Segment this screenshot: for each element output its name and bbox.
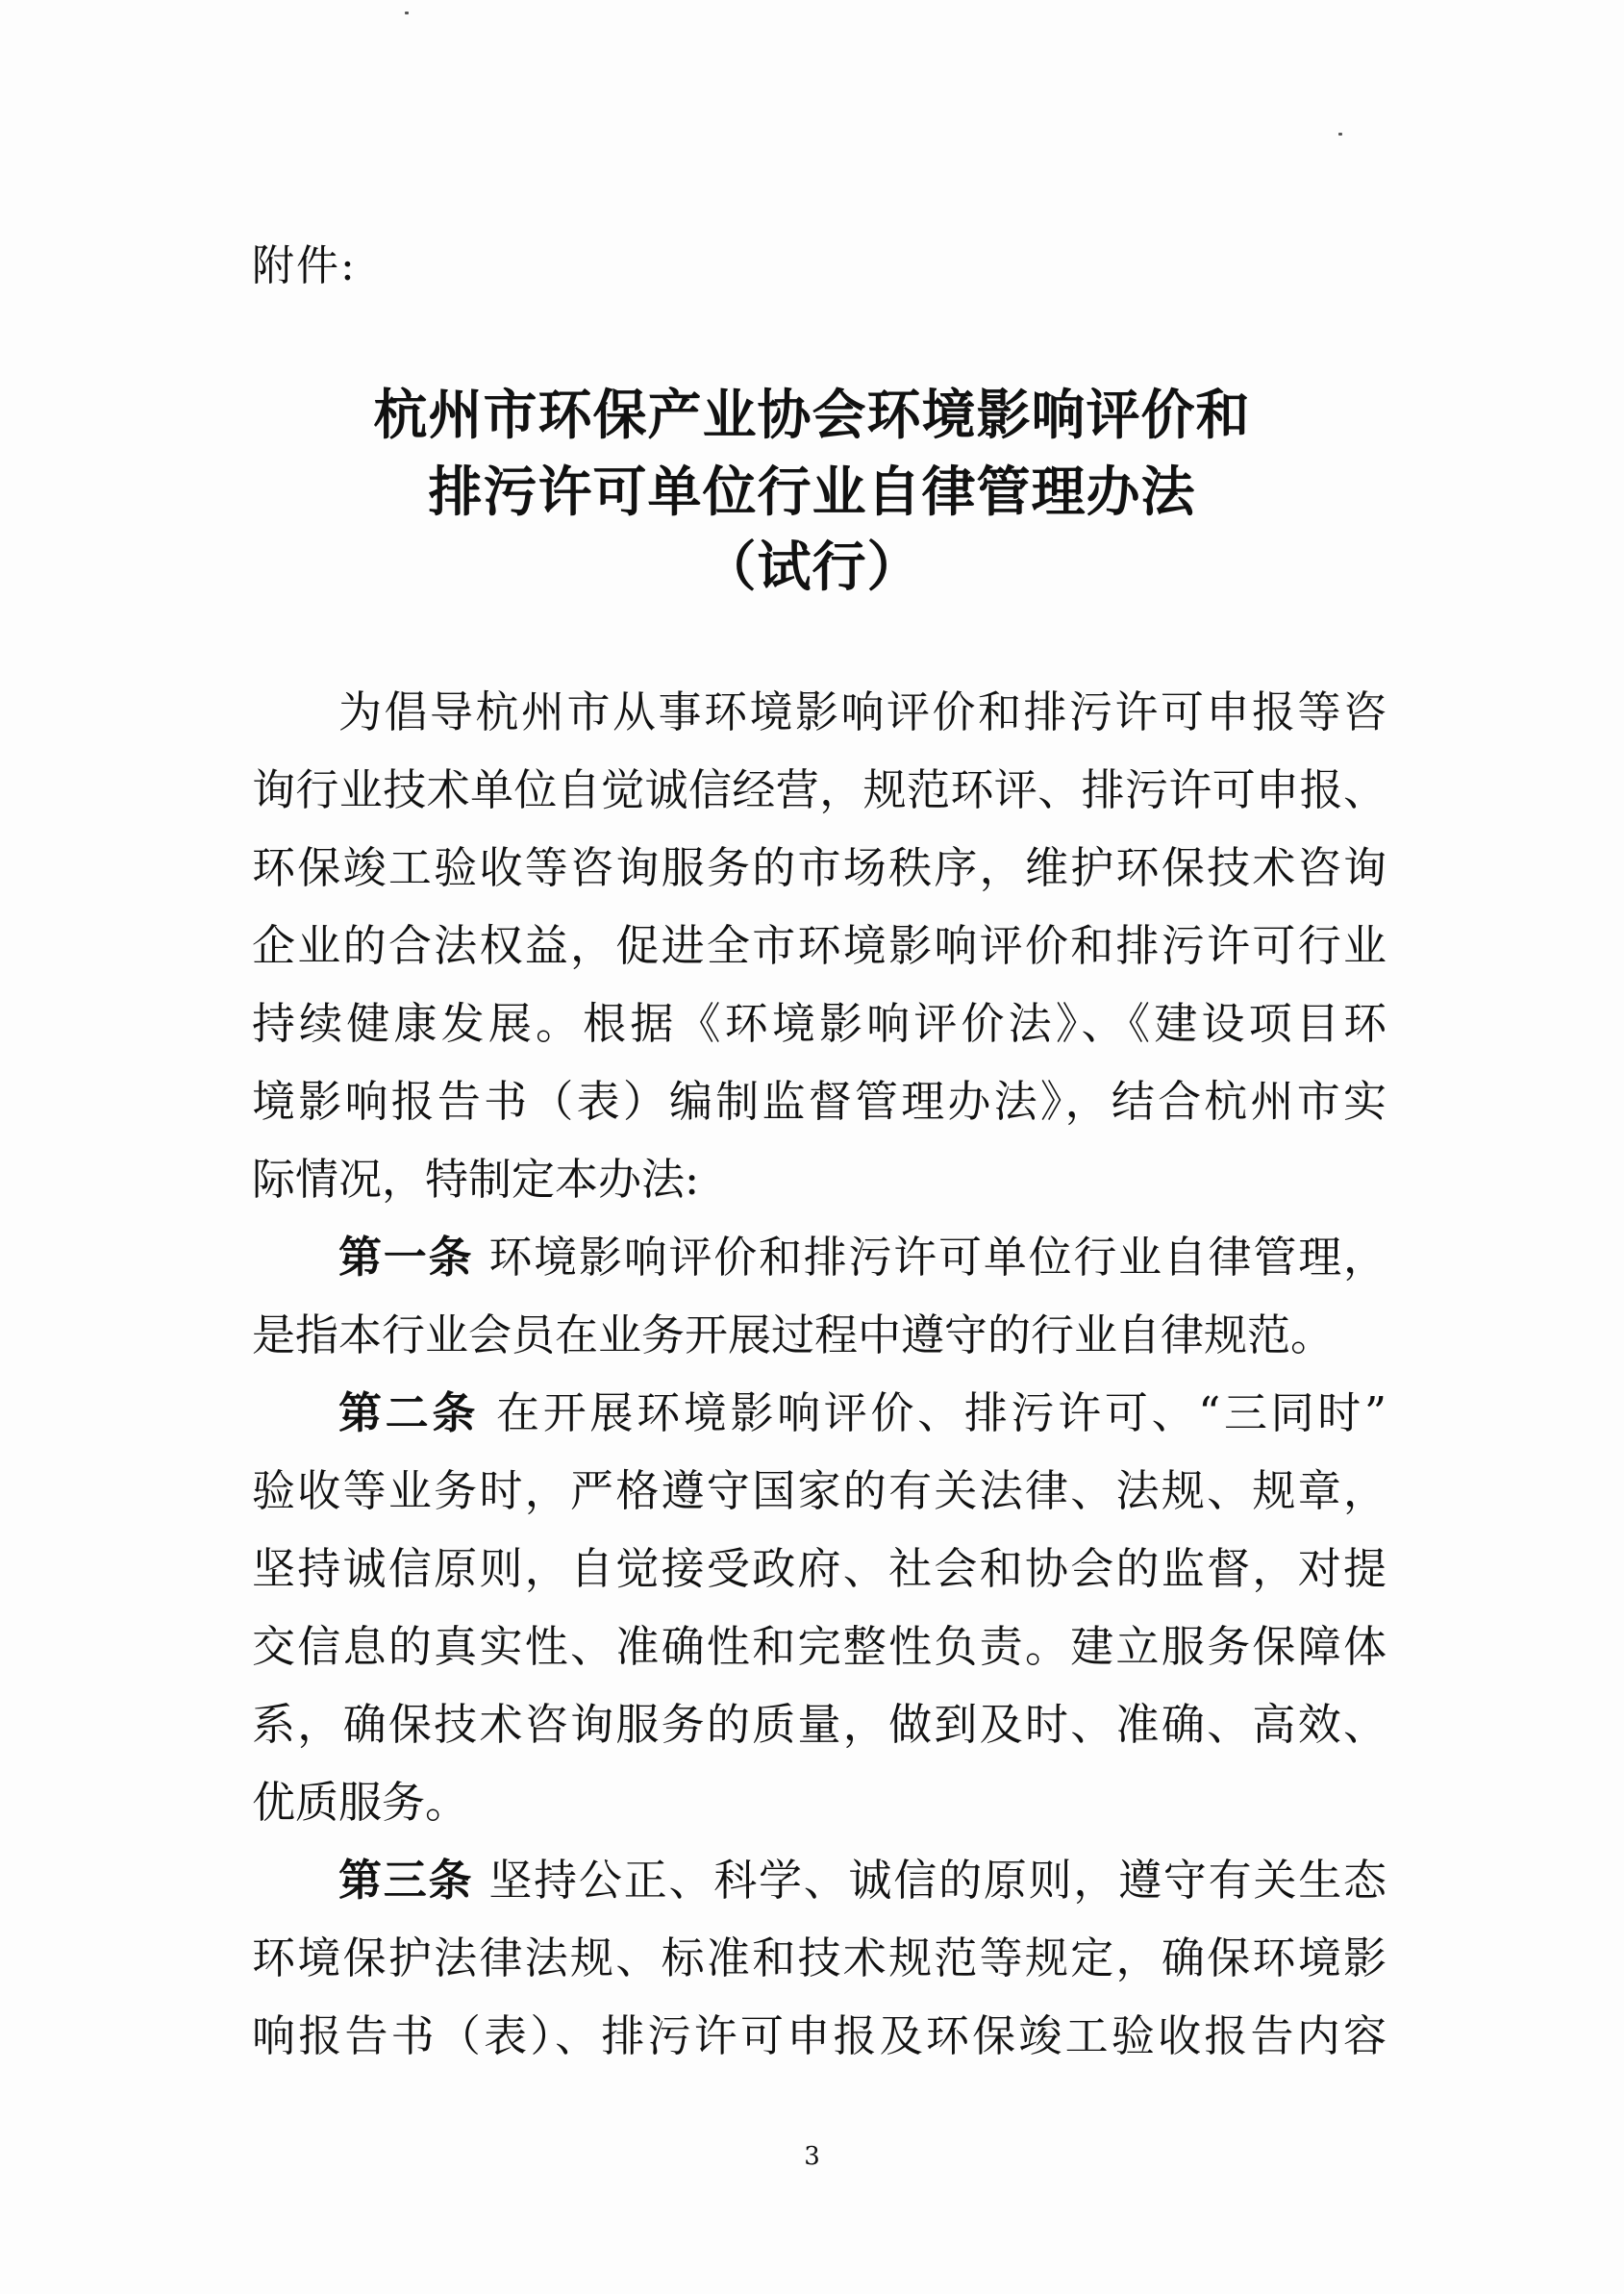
body-line: 坚持诚信原则，自觉接受政府、社会和协会的监督，对提 — [252, 1543, 1387, 1594]
article-heading: 第二条 — [338, 1387, 480, 1438]
body-line: 响报告书（表）、排污许可申报及环保竣工验收报告内容 — [252, 2010, 1387, 2061]
body-line: 环保竣工验收等咨询服务的市场秩序，维护环保技术咨询 — [252, 842, 1387, 893]
body-line: 际情况，特制定本办法: — [252, 1154, 700, 1205]
article-heading: 第一条 — [338, 1232, 474, 1283]
body-line: 为倡导杭州市从事环境影响评价和排污许可申报等咨 — [338, 686, 1387, 737]
body-line: 询行业技术单位自觉诚信经营，规范环评、排污许可申报、 — [252, 764, 1387, 815]
doc-title-line-2: 排污许可单位行业自律管理办法 — [428, 461, 1196, 524]
body-line: 持续健康发展。根据《环境影响评价法》、《建设项目环 — [252, 998, 1387, 1049]
doc-title-line-1: 杭州市环保产业协会环境影响评价和 — [373, 385, 1251, 447]
doc-title-line-3: （试行） — [702, 536, 922, 599]
page-number: 3 — [804, 2142, 820, 2171]
body-line: 企业的合法权益，促进全市环境影响评价和排污许可行业 — [252, 920, 1387, 971]
scan-speck — [405, 12, 409, 14]
body-line: 验收等业务时，严格遵守国家的有关法律、法规、规章， — [252, 1465, 1387, 1516]
document-body — [252, 673, 1387, 2075]
body-line: 环境保护法律法规、标准和技术规范等规定，确保环境影 — [252, 1932, 1387, 1983]
body-line: 优质服务。 — [252, 1777, 469, 1828]
body-line: 交信息的真实性、准确性和完整性负责。建立服务保障体 — [252, 1621, 1387, 1672]
body-line: 境影响报告书（表）编制监督管理办法》，结合杭州市实 — [252, 1076, 1387, 1127]
body-line: 系，确保技术咨询服务的质量，做到及时、准确、高效、 — [252, 1699, 1387, 1750]
article-heading: 第三条 — [338, 1855, 474, 1906]
article-3-line: 第三条 坚持公正、科学、诚信的原则，遵守有关生态 — [338, 1855, 1387, 1906]
article-2-line: 第二条 在开展环境影响评价、排污许可、“三同时” — [338, 1387, 1387, 1438]
article-1-line: 第一条 环境影响评价和排污许可单位行业自律管理， — [338, 1232, 1387, 1283]
scan-speck — [1338, 133, 1342, 136]
annex-label: 附件: — [252, 241, 357, 290]
body-line: 是指本行业会员在业务开展过程中遵守的行业自律规范。 — [252, 1309, 1335, 1360]
